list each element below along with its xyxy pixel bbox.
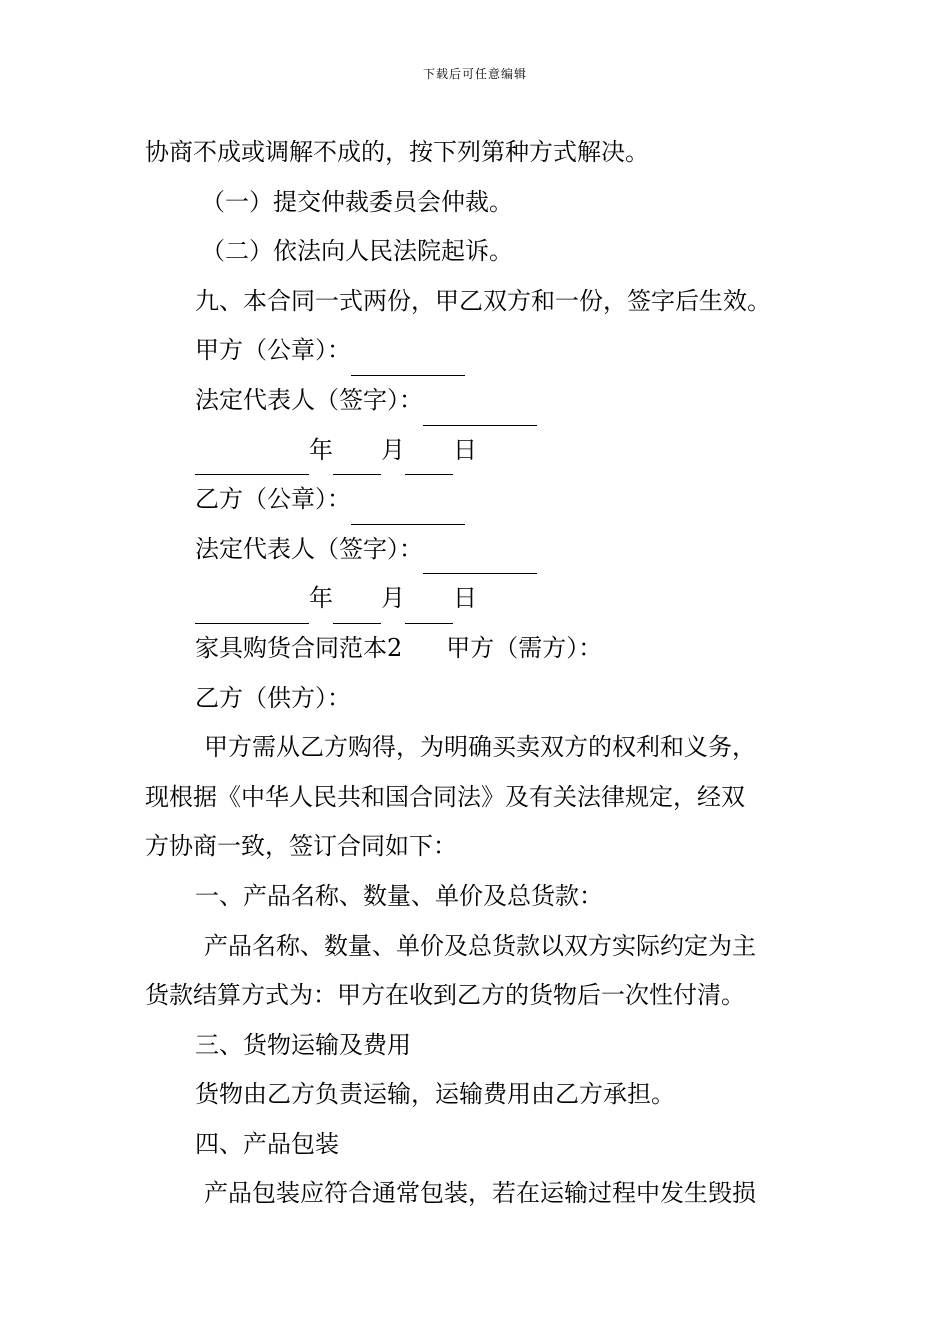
- paragraph-line: 九、本合同一式两份，甲乙双方和一份，签字后生效。: [195, 286, 771, 315]
- paragraph-line: 现根据《中华人民共和国合同法》及有关法律规定，经双: [145, 782, 745, 811]
- party-b-seal-label: 乙方（公章）：: [195, 485, 351, 514]
- signature-blank: [351, 491, 465, 525]
- paragraph-line: （一）提交仲裁委员会仲裁。: [201, 187, 513, 216]
- paragraph-line: 产品名称、数量、单价及总货款以双方实际约定为主: [204, 931, 756, 960]
- paragraph-line: 乙方（供方）：: [195, 683, 351, 712]
- party-a-label: 甲方（需方）：: [446, 633, 603, 662]
- paragraph-line: （二）依法向人民法院起诉。: [201, 237, 513, 266]
- section-heading: 四、产品包装: [195, 1129, 339, 1158]
- year-label: 年: [309, 435, 333, 464]
- paragraph-line: 货物由乙方负责运输，运输费用由乙方承担。: [195, 1080, 675, 1109]
- month-blank: [333, 441, 381, 475]
- paragraph-line: 协商不成或调解不成的，按下列第种方式解决。: [145, 138, 649, 166]
- day-blank: [405, 590, 453, 624]
- date-line: [145, 426, 815, 476]
- month-label: 月: [381, 435, 405, 464]
- signature-blank: [351, 342, 465, 376]
- paragraph-line: 方协商一致，签订合同如下：: [145, 832, 457, 861]
- party-b-seal-line: [145, 475, 815, 525]
- section-heading: 一、产品名称、数量、单价及总货款：: [195, 881, 603, 910]
- contract-title: 家具购货合同范本2: [195, 633, 403, 662]
- month-label: 月: [381, 584, 405, 613]
- day-blank: [405, 441, 453, 475]
- party-a-representative-line: [145, 376, 815, 426]
- paragraph-line: 产品包装应符合通常包装，若在运输过程中发生毁损: [204, 1179, 756, 1208]
- month-blank: [333, 590, 381, 624]
- party-a-seal-label: 甲方（公章）：: [195, 336, 351, 365]
- paragraph-line: 甲方需从乙方购得，为明确买卖双方的权利和义务，: [204, 733, 756, 762]
- page-header: 下载后可任意编辑: [422, 67, 527, 81]
- signature-blank: [423, 540, 537, 574]
- signature-blank: [423, 392, 537, 426]
- date-line: [145, 574, 815, 624]
- paragraph-line: 货款结算方式为：甲方在收到乙方的货物后一次性付清。: [145, 981, 745, 1010]
- contract-title-line: [145, 624, 815, 674]
- representative-label: 法定代表人（签字）：: [195, 385, 423, 414]
- day-label: 日: [453, 584, 477, 613]
- year-blank: [195, 590, 309, 624]
- year-label: 年: [309, 584, 333, 613]
- section-heading: 三、货物运输及费用: [195, 1030, 411, 1059]
- document-body: [145, 128, 815, 1219]
- party-a-seal-line: [145, 326, 815, 376]
- representative-label: 法定代表人（签字）：: [195, 534, 423, 563]
- year-blank: [195, 441, 309, 475]
- party-b-representative-line: [145, 525, 815, 575]
- day-label: 日: [453, 435, 477, 464]
